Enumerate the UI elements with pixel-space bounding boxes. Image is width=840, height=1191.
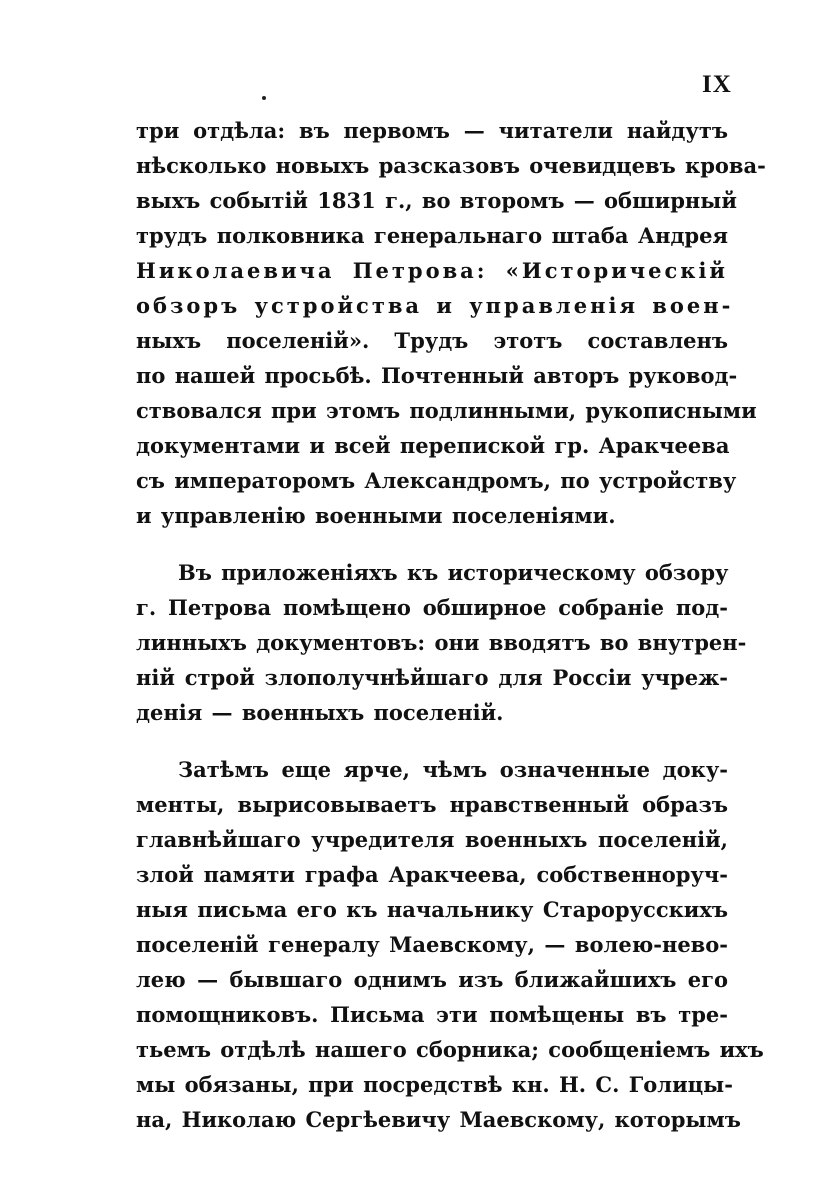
body-text [136, 113, 766, 1137]
text-line: обзоръ устройства и управленія воен- [136, 293, 734, 318]
text-line: ній строй злополучнѣйшаго для Россіи учреж- [136, 665, 728, 690]
print-speck [262, 96, 266, 100]
paragraph-2 [136, 555, 747, 730]
text-line: денія — военныхъ поселеній. [136, 700, 504, 725]
text-line: три отдѣла: въ первомъ — читатели найдутъ [136, 118, 728, 143]
text-line: помощниковъ. Письма эти помѣщены въ тре- [136, 1002, 728, 1027]
paragraph-1 [136, 113, 766, 533]
text-line: выхъ событій 1831 г., во второмъ — обширный [136, 188, 737, 213]
text-line: тьемъ отдѣлѣ нашего сборника; сообщеніемъ ихъ [136, 1037, 764, 1062]
text-line: ныя письма его къ начальнику Старорусскихъ [136, 897, 728, 922]
text-line: документами и всей перепиской гр. Аракчеева [136, 433, 730, 458]
page-number: IX [702, 71, 732, 98]
text-line: менты, вырисовываетъ нравственный образъ [136, 792, 728, 817]
text-line: на, Николаю Сергѣевичу Маевскому, которымъ [136, 1107, 741, 1132]
text-line: Затѣмъ еще ярче, чѣмъ означенные доку- [178, 757, 728, 782]
text-line: поселеній генералу Маевскому, — волею-нево- [136, 932, 728, 957]
text-line: г. Петрова помѣщено обширное собраніе под- [136, 595, 728, 620]
text-line: ныхъ поселеній». Трудъ этотъ составленъ [136, 328, 728, 353]
text-line: и управленію военными поселеніями. [136, 503, 616, 528]
text-line: съ императоромъ Александромъ, по устройству [136, 468, 737, 493]
text-line: Николаевича Петрова: «Историческій [136, 258, 728, 283]
paragraph-3 [136, 752, 764, 1137]
text-line: линныхъ документовъ: они вводятъ во внутрен- [136, 630, 747, 655]
text-line: злой памяти графа Аракчеева, собственноруч- [136, 862, 728, 887]
text-line: мы обязаны, при посредствѣ кн. Н. С. Голицы- [136, 1072, 733, 1097]
text-line: ствовался при этомъ подлинными, рукописными [136, 398, 757, 423]
text-line: Въ приложеніяхъ къ историческому обзору [178, 560, 729, 585]
text-line: трудъ полковника генеральнаго штаба Андрея [136, 223, 728, 248]
text-line: по нашей просьбѣ. Почтенный авторъ руковод- [136, 363, 738, 388]
text-line: нѣсколько новыхъ разсказовъ очевидцевъ крова- [136, 153, 766, 178]
text-line: лею — бывшаго однимъ изъ ближайшихъ его [136, 967, 728, 992]
text-line: главнѣйшаго учредителя военныхъ поселеній, [136, 827, 728, 852]
